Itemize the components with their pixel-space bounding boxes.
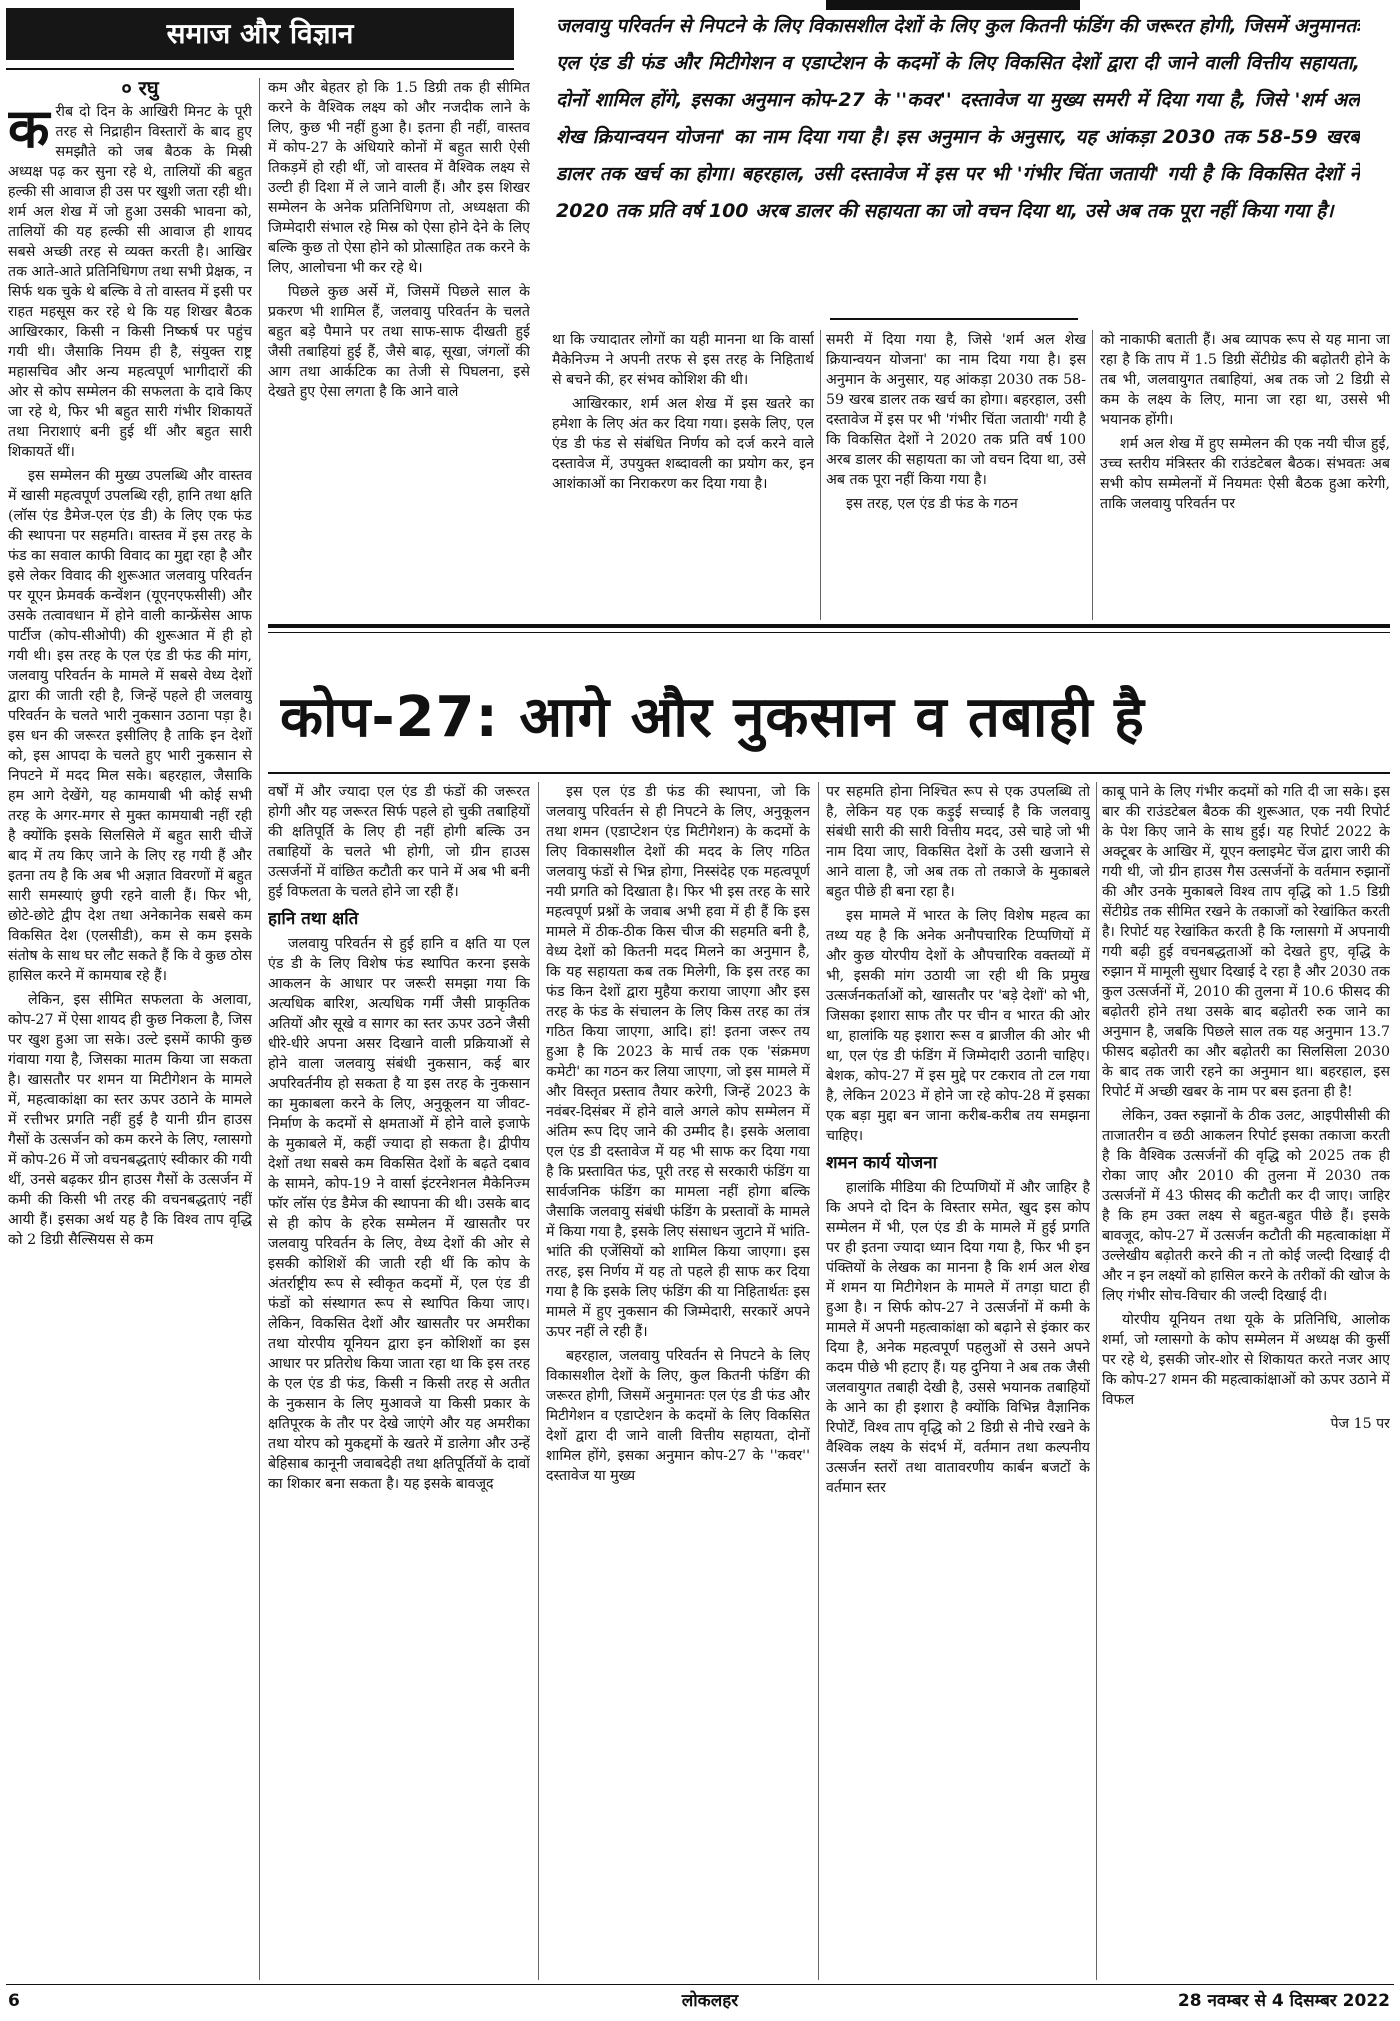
article-paragraph: पिछले कुछ अर्से में, जिसमें पिछले साल के प्रकरण भी शामिल हैं, जलवायु परिवर्तन के चलते बहुत बड़े पैमाने पर तथा साफ-साफ दीखती हुई जैसी तबाहियां हुई हैं, जैसे बाढ़, सूखा, जंगलों की आग तथा आर्कटिक का तेजी से पिघलना, इसे देखते हुए ऐसा लगता है कि आने वाले xyxy=(268,284,530,400)
article-column-2-top xyxy=(268,78,530,618)
article-column-4-top xyxy=(826,330,1086,618)
page-number: 6 xyxy=(8,1991,20,2011)
article-column-4-bottom xyxy=(826,782,1090,1982)
article-paragraph: लेकिन, उक्त रुझानों के ठीक उलट, आइपीसीसी की ताजातरीन व छठी आकलन रिपोर्ट इसका तकाजा करती है कि वैश्विक उत्सर्जनों की वृद्धि को 2025 तक ही रोका जाए और 2010 की तुलना में 2030 तक उत्सर्जनों में 43 फीसद की कटौती कर दी जाए। जाहिर है कि हम उक्त लक्ष्य से बहुत-बहुत पीछे हैं। इसके बावजूद, कोप-27 में उत्सर्जन कटौती की महत्वाकांक्षा में उल्लेखीय बढ़ोतरी करने की न तो कोई जल्दी दिखाई दी और न इन लक्ष्यों को हासिल करने के तरीकों की खोज के लिए गंभीर सोच-विचार की जल्दी दिखाई दी। xyxy=(1102,1108,1390,1304)
footer-rule xyxy=(6,1984,1394,1985)
subheading: शमन कार्य योजना xyxy=(826,1153,938,1173)
article-paragraph: लेकिन, इस सीमित सफलता के अलावा, कोप-27 में ऐसा शायद ही कुछ निकला है, जिस पर खुश हुआ जा सके। उल्टे इसमें काफी कुछ गंवाया गया है, जिसका मातम किया जा सकता है। खासतौर पर शमन या मिटीगेशन के मामले में, महत्वाकांक्षा का स्तर ऊपर उठाने के मामले में रत्तीभर प्रगति नहीं हुई है यानी ग्रीन हाउस गैसों के उत्सर्जन को कम करने के लिए, ग्लासगो में कोप-26 में जो वचनबद्धताएं स्वीकार की गयी थीं, उनसे बढ़कर ग्रीन हाउस गैसों के उत्सर्जन में कमी की किसी भी तरह की वचनबद्धताएं नहीं आयी हैं। इसका अर्थ यह है कि विश्व ताप वृद्धि को 2 डिग्री सैल्सियस से कम xyxy=(8,992,252,1248)
publication-name: लोकलहर xyxy=(681,1991,739,2011)
author-byline: ० रघु xyxy=(121,78,159,100)
article-paragraph: योरपीय यूनियन तथा यूके के प्रतिनिधि, आलोक शर्मा, जो ग्लासगो के कोप सम्मेलन में अध्यक्ष की कुर्सी पर रहे थे, इसकी जोर-शोर से शिकायत करते नजर आए कि कोप-27 शमन की महत्वाकांक्षाओं को ऊपर उठाने में विफल xyxy=(1102,1312,1390,1408)
article-column-3-top xyxy=(552,330,814,618)
article-paragraph: शर्म अल शेख में हुए सम्मेलन की एक नयी चीज हुई, उच्च स्तरीय मंत्रिस्तर की राउंडटेबल बैठक। संभवतः अब सभी कोप सम्मेलनों में नियमतः ऐसी बैठक हुआ करेगी, ताकि जलवायु परिवर्तन पर xyxy=(1100,436,1390,512)
column-divider xyxy=(538,782,539,1980)
article-paragraph: आखिरकार, शर्म अल शेख में इस खतरे का हमेशा के लिए अंत कर दिया गया। इसके लिए, एल एंड डी फंड से संबंधित निर्णय को दर्ज करने वाले दस्तावेज में, उपयुक्त शब्दावली का प्रयोग कर, इन आशंकाओं का निराकरण कर दिया गया है। xyxy=(552,396,814,492)
article-paragraph: समरी में दिया गया है, जिसे 'शर्म अल शेख क्रियान्वयन योजना' का नाम दिया गया है। इस अनुमान के अनुसार, यह आंकड़ा 2030 तक 58-59 खरब डालर तक खर्च का होगा। बहरहाल, उसी दस्तावेज में इस पर भी 'गंभीर चिंता जतायी' गयी है कि विकसित देशों ने 2020 तक प्रति वर्ष 100 अरब डालर की सहायता का जो वचन दिया था, उसे अब तक पूरा नहीं किया गया है। xyxy=(826,332,1086,488)
headline-top-rule xyxy=(268,624,1390,628)
article-paragraph: को नाकाफी बताती हैं। अब व्यापक रूप से यह माना जा रहा है कि ताप में 1.5 डिग्री सेंटीग्रेड की बढ़ोतरी होने के तब भी, जलवायुगत तबाहियां, अब तक जो 2 डिग्री से कम के लक्ष्य के लिए, माना जा रहा था, उससे भी भयानक होंगी। xyxy=(1100,332,1390,428)
article-paragraph: इस मामले में भारत के लिए विशेष महत्व का तथ्य यह है कि अनेक अनौपचारिक टिप्पणियों में और कुछ योरपीय देशों के औपचारिक वक्तव्यों में भी, इसकी मांग उठायी जा रही थी कि प्रमुख उत्सर्जनकर्ताओं को, खासतौर पर 'बड़े देशों' को भी, जिसका इशारा साफ तौर पर चीन व भारत की ओर था, हालांकि यह इशारा रूस व ब्राजील की ओर भी था, एल एंड डी फंडिंग में जिम्मेदारी उठानी चाहिए। बेशक, कोप-27 में इस मुद्दे पर टकराव तो टल गया है, लेकिन 2023 में होने जा रहे कोप-28 में इसका एक बड़ा मुद्दा बन जाना करीब-करीब तय समझना चाहिए। xyxy=(826,908,1090,1144)
column-divider xyxy=(259,78,260,1980)
article-paragraph: इस सम्मेलन की मुख्य उपलब्धि और वास्तव में खासी महत्वपूर्ण उपलब्धि रही, हानि तथा क्षति (लॉस एंड डैमेज-एल एंड डी) के लिए एक फंड की स्थापना पर सहमति। वास्तव में इस तरह के फंड का सवाल काफी विवाद का मुद्दा रहा है और इसे लेकर विवाद की शुरूआत जलवायु परिवर्तन पर यूएन फ्रेमवर्क कन्वेंशन (यूएनएफसीसी) और उसके तत्वावधान में होने वाली कान्फ्रेंसेस आफ पार्टीज (कोप-सीओपी) की शुरूआत में ही हो गयी थी। इस तरह के एल एंड डी फंड की मांग, जलवायु परिवर्तन के मामले में सबसे वेध्य देशों द्वारा की जाती रही है, जिन्हें पहले ही जलवायु परिवर्तन के चलते भारी नुकसान उठाना पड़ा है। इस धन की जरूरत इसीलिए है ताकि इन देशों को, इस आपदा के चलते हुए भारी नुकसान से निपटने में मदद मिल सके। बहरहाल, जैसाकि हम आगे देखेंगे, यह कामयाबी भी कोई सभी तरह के अगर-मगर से मुक्त कामयाबी नहीं रही है क्योंकि इसके सिलसिले में बहुत सारी चीजें बाद में तय किए जाने के लिए रह गयी हैं और इतना तय है कि अब भी अज्ञात विवरणों में बहुत सारी समस्याएं छुपी रहने वाली हैं। फिर भी, छोटे-छोटे द्वीप देश तथा अनेकानेक सबसे कम विकसित देश (एलसीडी), कम से कम इसके संतोष के साथ घर लौट सकते हैं कि वे कुछ ठोस हासिल करने में कामयाब रहे हैं। xyxy=(8,468,252,984)
article-paragraph: बहरहाल, जलवायु परिवर्तन से निपटने के लिए विकासशील देशों के लिए, कुल कितनी फंडिंग की जरूरत होगी, जिसमें अनुमानतः एल एंड डी फंड और मिटीगेशन व एडाप्टेशन के कदमों के लिए विकसित देशों द्वारा दी जाने वाली वित्तीय सहायता, दोनों शामिल होंगे, इसका अनुमान कोप-27 के ''कवर'' दस्तावेज या मुख्य xyxy=(546,1348,810,1484)
issue-date: 28 नवम्बर से 4 दिसम्बर 2022 xyxy=(1177,1991,1390,2011)
headline-bottom-rule xyxy=(268,772,1390,774)
column-divider xyxy=(820,330,821,620)
drop-cap: क xyxy=(8,97,50,160)
article-paragraph: जलवायु परिवर्तन से हुई हानि व क्षति या एल एंड डी के लिए विशेष फंड स्थापित करना इसके आकलन के आधार पर जरूरी समझा गया कि अत्यधिक बारिश, अत्यधिक गर्मी जैसी प्राकृतिक अतियों और सूखे व सागर का स्तर ऊपर उठने जैसी धीरे-धीरे अपना असर दिखाने वाली प्रक्रियाओं से होने वाला जलवायु संबंधी नुकसान, कई बार अपरिवर्तनीय हो सकता है या इस तरह के नुकसान का मुकाबला करने के लिए, अनुकूलन या जीवट-निर्माण के कदमों से क्षमताओं में होने वाले इजाफे के मुकाबले में, कहीं ज्यादा हो सकता है। द्वीपीय देशों तथा सबसे कम विकसित देशों के बढ़ते दबाव के सामने, कोप-19 ने वार्सा इंटरनेशनल मैकेनिज्म फॉर लॉस एंड डैमेज की स्थापना की थी। उसके बाद से ही कोप के हरेक सम्मेलन में खासतौर पर जलवायु परिवर्तन के लिए, वेध्य देशों की ओर से इसकी कोशिशें की जाती रही थीं कि कोप के अंतर्राष्ट्रीय रूप से स्वीकृत कदमों में, एल एंड डी फंडों को संस्थागत रूप से स्थापित किया जाए। लेकिन, विकसित देशों और खासतौर पर अमरीका तथा योरपीय यूनियन द्वारा इन कोशिशों का इस आधार पर प्रतिरोध किया जाता रहा था कि इस तरह के एल एंड डी फंड, किसी न किसी तरह से अतीत के नुकसान के लिए मुआवजे या किसी प्रकार के क्षतिपूरक के तौर पर देखे जाएंगे और यह अमरीका तथा योरप को मुकद्दमों के खतरे में डालेगा और उन्हें बेहिसाब कानूनी जवाबदेही तथा क्षतिपूर्तियों के दावों का शिकार बना सकता है। यह इसके बावजूद xyxy=(268,936,530,1492)
pull-quote: जलवायु परिवर्तन से निपटने के लिए विकासशील देशों के लिए कुल कितनी फंडिंग की जरूरत होगी, जिसमें अनुमानतः एल एंड डी फंड और मिटीगेशन व एडाप्टेशन के कदमों के लिए विकसित देशों द्वारा दी जाने वाली वित्तीय सहायता, दोनों शामिल होंगे, इसका अनुमान कोप-27 के ''कवर'' दस्तावेज या मुख्य समरी में दिया गया है, जिसे 'शर्म अल शेख क्रियान्वयन योजना' का नाम दिया गया है। इस अनुमान के अनुसार, यह आंकड़ा 2030 तक 58-59 खरब डालर तक खर्च का होगा। बहरहाल, उसी दस्तावेज में इस पर भी 'गंभीर चिंता जतायी' गयी है कि विकसित देशों ने 2020 तक प्रति वर्ष 100 अरब डालर की सहायता का जो वचन दिया था, उसे अब तक पूरा नहीं किया गया है। xyxy=(556,15,1360,222)
article-column-2-bottom xyxy=(268,782,530,1982)
subheading: हानि तथा क्षति xyxy=(268,909,359,929)
headline-top-rule-thin xyxy=(268,632,1390,633)
article-paragraph: वर्षों में और ज्यादा एल एंड डी फंडों की जरूरत होगी और यह जरूरत सिर्फ पहले हो चुकी तबाहियों की क्षतिपूर्ति के लिए ही नहीं होगी बल्कि उन तबाहियों के चलते भी होगी, जो ग्रीन हाउस उत्सर्जनों में वांछित कटौती कर पाने में अब भी बनी हुई विफलता के चलते होने जा रही हैं। xyxy=(268,784,530,900)
column-divider xyxy=(1092,330,1093,620)
article-paragraph: इस एल एंड डी फंड की स्थापना, जो कि जलवायु परिवर्तन से ही निपटने के लिए, अनुकूलन तथा शमन (एडाप्टेशन एंड मिटीगेशन) के कदमों के लिए विकासशील देशों की मदद के लिए गठित जलवायु फंडों से भिन्न होगा, निस्संदेह एक महत्वपूर्ण नयी प्रगति को दिखाता है। फिर भी इस तरह के सारे महत्वपूर्ण प्रश्नों के जवाब अभी हवा में ही हैं कि इस मामले में ठीक-ठीक किस चीज की सहमति बनी है, वेध्य देशों को कितनी मदद मिलने का अनुमान है, कि यह सहायता कब तक मिलेगी, कि इस तरह का फंड किन देशों द्वारा मुहैया कराया जाएगा और इस तरह के फंड के संचालन के लिए किस तरह का तंत्र गठित किया जाएगा, आदि। हां! इतना जरूर तय हुआ है कि 2023 के मार्च तक एक 'संक्रमण कमेटी' का गठन कर लिया जाएगा, जो इस मामले में और विस्तृत प्रस्ताव तैयार करेगी, जिन्हें 2023 के नवंबर-दिसंबर में होने वाले अगले कोप सम्मेलन में अंतिम रूप दिए जाने की उम्मीद है। इसके अलावा एल एंड डी दस्तावेज में यह भी साफ कर दिया गया है कि प्रस्तावित फंड, पूरी तरह से सरकारी फंडिंग या सार्वजनिक फंडिंग का मामला नहीं होगा बल्कि जैसाकि जलवायु संबंधी फंडिंग के प्रस्तावों के मामले में किया गया है, इसके लिए संसाधन जुटाने में भांति-भांति की एजेंसियों को शामिल किया जाएगा। इस तरह, इस निर्णय में यह तो पहले ही साफ कर दिया गया है कि इसके लिए फंडिंग की या निहितार्थतः इस मामले में हुए नुकसान की जिम्मेदारी, सरकारें अपने ऊपर नहीं ले रही हैं। xyxy=(546,784,810,1340)
article-paragraph xyxy=(8,97,252,462)
section-underline xyxy=(6,68,514,70)
article-paragraph: था कि ज्यादातर लोगों का यही मानना था कि वार्सा मैकेनिज्म ने अपनी तरफ से इस तरह के निहितार्थ से बचने की, हर संभव कोशिश की थी। xyxy=(552,332,814,388)
article-paragraph: हालांकि मीडिया की टिप्पणियों में और जाहिर है कि अपने दो दिन के विस्तार समेत, खुद इस कोप सम्मेलन में भी, एल एंड डी के मामले में हुई प्रगति पर ही इतना ज्यादा ध्यान दिया गया है, फिर भी इन पंक्तियों के लेखक का मानना है कि शर्म अल शेख में शमन या मिटीगेशन के मामले में तगड़ा घाटा ही हुआ है। न सिर्फ कोप-27 ने उत्सर्जनों में कमी के मामले में अपनी महत्वाकांक्षा को बढ़ाने से इंकार कर दिया है, अनेक महत्वपूर्ण पहलुओं से उसने अपने कदम पीछे भी हटाए हैं। यह दुनिया ने अब तक जैसी जलवायुगत तबाही देखी है, उससे भयानक तबाहियों के आने का ही इशारा है क्योंकि विभिन्न वैज्ञानिक रिपोर्टें, विश्व ताप वृद्धि को 2 डिग्री से नीचे रखने के वैश्विक लक्ष्य के संदर्भ में, वर्तमान तथा कल्पनीय उत्सर्जन स्तरों तथा वातावरणीय कार्बन बजटों के वर्तमान स्तर xyxy=(826,1180,1090,1496)
article-column-5-top xyxy=(1100,330,1390,618)
article-column-5-bottom xyxy=(1102,782,1390,1982)
article-paragraph: काबू पाने के लिए गंभीर कदमों को गति दी जा सके। इस बार की राउंडटेबल बैठक की शुरूआत, एक नयी रिपोर्ट के पेश किए जाने के साथ हुई। यह रिपोर्ट 2022 के अक्टूबर के आखिर में, यूएन क्लाइमेट चेंज द्वारा जारी की गयी थी, जो ग्रीन हाउस गैस उत्सर्जनों के वर्तमान रुझानों की और उनके मुकाबले विश्व ताप वृद्धि को 1.5 डिग्री सेंटीग्रेड तक सीमित रखने के तकाजों को रेखांकित करती है। रिपोर्ट यह रेखांकित करती है कि ग्लासगो में अपनायी गयी बढ़ी हुई वचनबद्धताओं को देखते हुए, वृद्धि के रुझान में मामूली सुधार दिखाई दे रहा है और 2030 तक कुल उत्सर्जनों में, 2010 की तुलना में 10.6 फीसद की बढ़ोतरी होने तथा उसके बाद बढ़ोतरी रुक जाने का अनुमान है, जबकि पिछले साल तक यह अनुमान 13.7 फीसद बढ़ोतरी का और बढ़ोतरी का सिलसिला 2030 के बाद तक जारी रहने का अनुमान था। बहरहाल, इस रिपोर्ट में अच्छी खबर के नाम पर बस इतना ही है! xyxy=(1102,784,1390,1100)
article-paragraph: इस तरह, एल एंड डी फंड के गठन xyxy=(846,496,1018,512)
article-column-1 xyxy=(8,78,252,1980)
article-paragraph: कम और बेहतर हो कि 1.5 डिग्री तक ही सीमित करने के वैश्विक लक्ष्य को और नजदीक लाने के लिए, कुछ भी नहीं हुआ है। इतना ही नहीं, वास्तव में कोप-27 के अंधियारे कोनों में बहुत सारी ऐसी तिकड़में हो रही थीं, जो वास्तव में वैश्विक लक्ष्य से उल्टी ही दिशा में ले जाने वाली हैं। और इस शिखर सम्मेलन के अनेक प्रतिनिधिगण तो, अध्यक्षता की जिम्मेदारी संभाल रहे मिस्र को ऐसा होने देने के लिए बल्कि कुछ तो ऐसा होने को प्रोत्साहित तक करने के लिए, आलोचना भी कर रहे थे। xyxy=(268,80,530,276)
pull-quote-underline xyxy=(830,318,1078,320)
paragraph-text: रीब दो दिन के आखिरी मिनट के पूरी तरह से निद्राहीन विस्तारों के बाद हुए समझौते को जब बैठक के मिस्री अध्यक्ष पढ़ कर सुना रहे थे, तालियों की बहुत हल्की सी आवाज ही उस पर खुशी जता रही थी। शर्म अल शेख में जो हुआ उसकी भावना को, तालियों की यह हल्की सी आवाज ही शायद सबसे अच्छी तरह से व्यक्त करती है। आखिर तक आते-आते प्रतिनिधिगण तथा सभी प्रेक्षक, न सिर्फ थक चुके थे बल्कि वे तो वास्तव में इसी पर राहत महसूस कर रहे थे कि यह शिखर बैठक आखिरकार, किसी न किसी निष्कर्ष पर पहुंच गयी थी। जैसाकि नियम ही है, संयुक्त राष्ट्र महासचिव और अन्य महत्वपूर्ण भागीदारों की ओर से कोप सम्मेलन की सफलता के दावे किए जा रहे थे, फिर भी बहुत सारी गंभीर शिकायतें तथा निराशाएं बनी हुई थीं और बहुत सारी शिकायतें थीं। xyxy=(8,104,252,460)
article-paragraph: पर सहमति होना निश्चित रूप से एक उपलब्धि तो है, लेकिन यह एक कड़ुई सच्चाई है कि जलवायु संबंधी सारी की सारी वित्तीय मदद, उसे चाहे जो भी नाम दिया जाए, विकसित देशों के उसी खजाने से आने वाला है, जो अब तक तो तकाजे के मुकाबले बहुत पीछे ही बना रहा है। xyxy=(826,784,1090,900)
main-headline: कोप-27: आगे और नुकसान व तबाही है xyxy=(280,685,1145,750)
column-divider xyxy=(1096,782,1097,1980)
column-divider xyxy=(818,782,819,1980)
article-column-3-bottom xyxy=(546,782,810,1982)
continued-note: पेज 15 पर xyxy=(1330,1416,1390,1432)
section-title: समाज और विज्ञान xyxy=(6,8,514,60)
